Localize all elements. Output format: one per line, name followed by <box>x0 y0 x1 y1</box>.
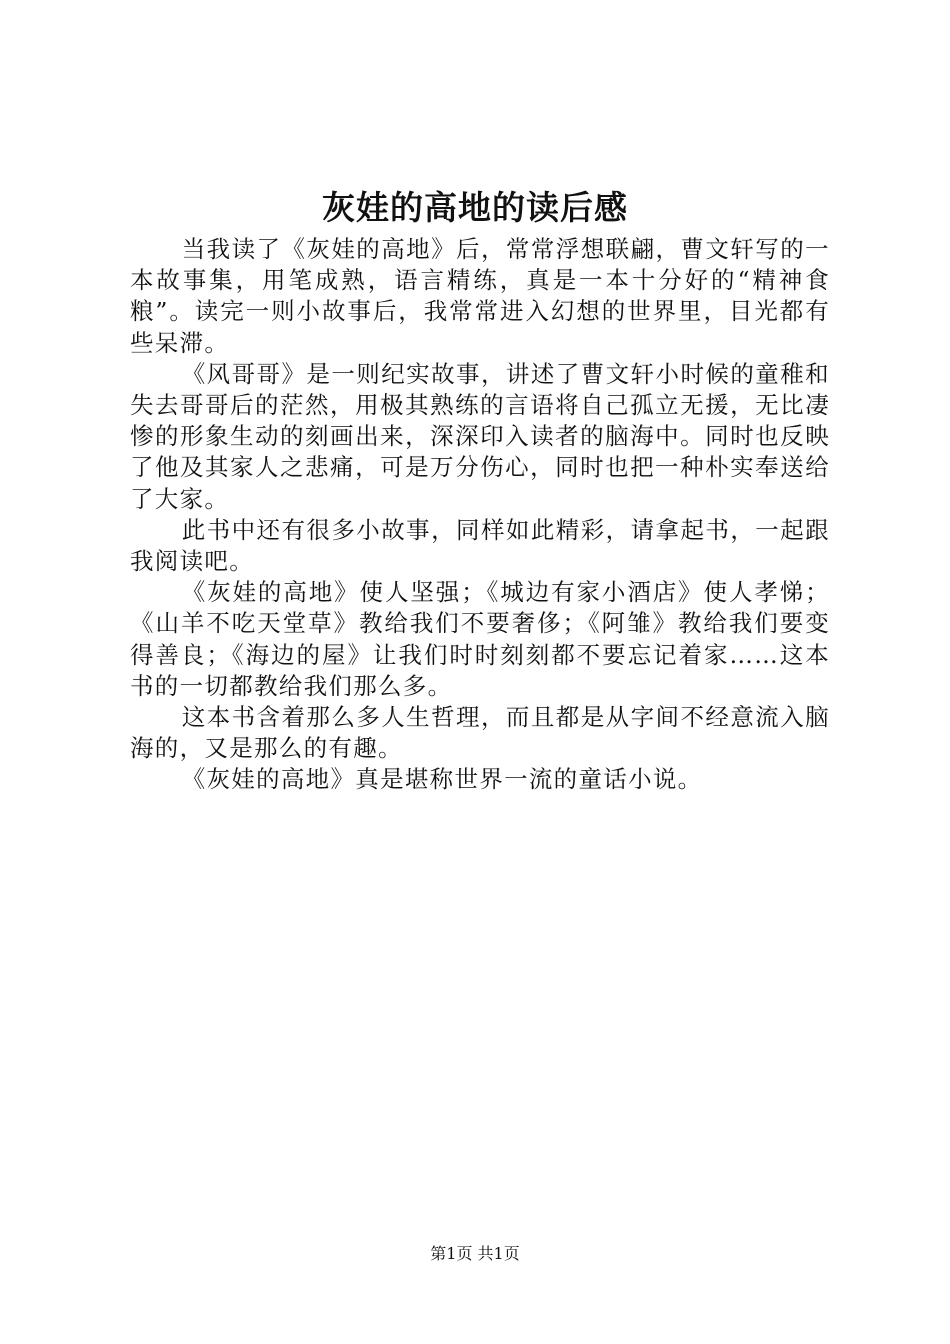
document-body <box>130 234 830 796</box>
paragraph-1: 当我读了《灰娃的高地》后，常常浮想联翩，曹文轩写的一本故事集，用笔成熟，语言精练，真是一本十分好的“精神食粮”。读完一则小故事后，我常常进入幻想的世界里，目光都有些呆滞。 <box>130 235 830 357</box>
paragraph-5: 这本书含着那么多人生哲理，而且都是从字间不经意流入脑海的，又是那么的有趣。 <box>130 703 830 763</box>
paragraph-6: 《灰娃的高地》真是堪称世界一流的童话小说。 <box>181 765 703 794</box>
document-title: 灰娃的高地的读后感 <box>322 188 628 227</box>
paragraph-2: 《风哥哥》是一则纪实故事，讲述了曹文轩小时候的童稚和失去哥哥后的茫然，用极其熟练的言语将自己孤立无援，无比凄惨的形象生动的刻画出来，深深印入读者的脑海中。同时也反映了他及其家人之悲痛，可是万分伤心，同时也把一种朴实奉送给了大家。 <box>130 359 830 513</box>
page-number-footer: 第1页 共1页 <box>430 1244 520 1263</box>
paragraph-4: 《灰娃的高地》使人坚强；《城边有家小酒店》使人孝悌；《山羊不吃天堂草》教给我们不要奢侈；《阿雏》教给我们要变得善良；《海边的屋》让我们时时刻刻都不要忘记着家……这本书的一切都教给我们那么多。 <box>130 578 830 700</box>
paragraph-3: 此书中还有很多小故事，同样如此精彩，请拿起书，一起跟我阅读吧。 <box>130 515 830 576</box>
